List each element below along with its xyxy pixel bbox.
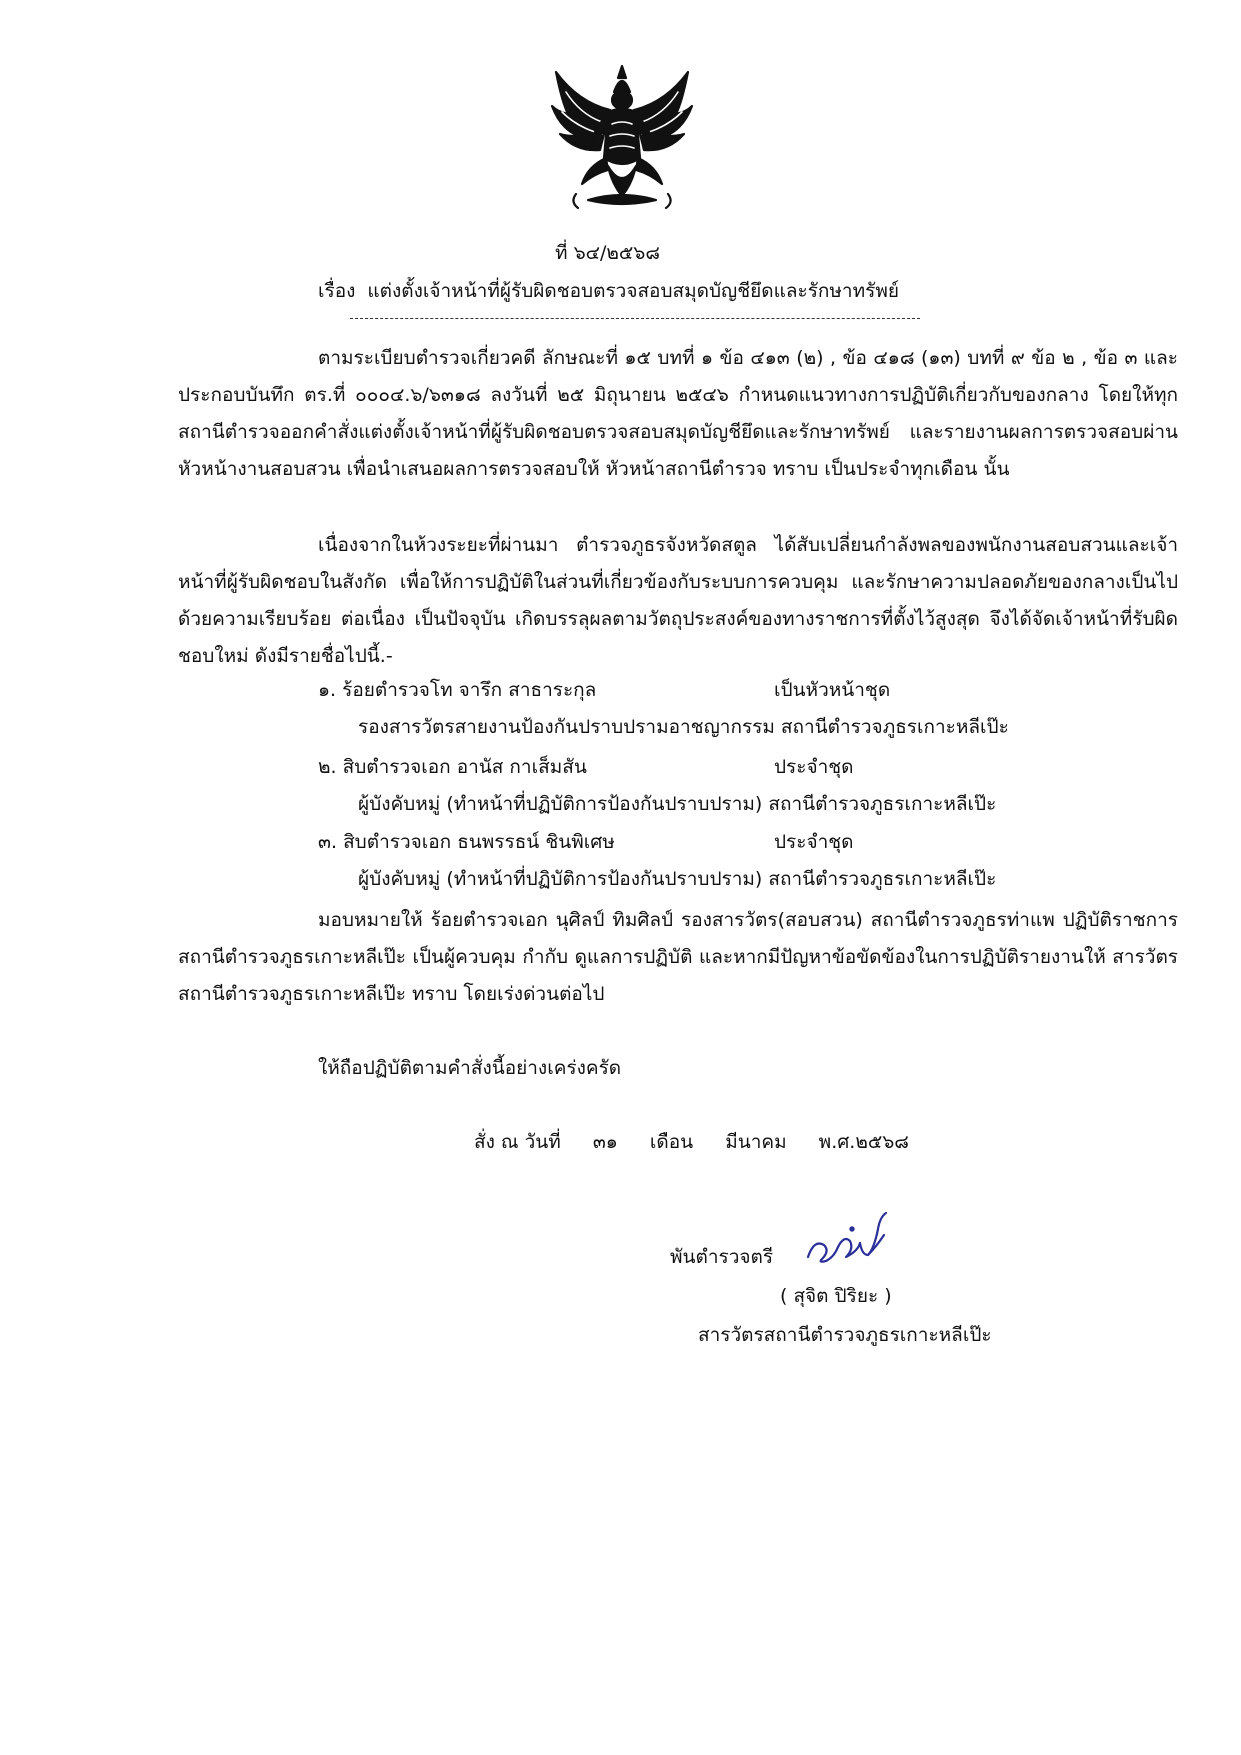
dateline-month: มีนาคม — [725, 1131, 787, 1153]
garuda-emblem-icon — [548, 62, 696, 212]
signatory-rank: พันตำรวจตรี — [670, 1246, 774, 1268]
subject-line — [318, 276, 899, 306]
dateline-day: ๓๑ — [592, 1131, 618, 1153]
appointee-3-role: ประจำชุด — [774, 831, 854, 853]
appointee-2-role: ประจำชุด — [774, 756, 854, 778]
appointee-1-position: รองสารวัตรสายงานป้องกันปราบปรามอาชญากรรม สถานีตำรวจภูธรเกาะหลีเป๊ะ — [358, 716, 1009, 738]
signatory-title: สารวัตรสถานีตำรวจภูธรเกาะหลีเป๊ะ — [698, 1324, 992, 1346]
divider-line — [350, 318, 920, 319]
appointee-1-role: เป็นหัวหน้าชุด — [774, 679, 891, 701]
appointee-2-position: ผู้บังคับหมู่ (ทำหน้าที่ปฏิบัติการป้องกันปราบปราม) สถานีตำรวจภูธรเกาะหลีเป๊ะ — [358, 793, 997, 815]
dateline — [474, 1127, 935, 1157]
paragraph-regulation: ตามระเบียบตำรวจเกี่ยวคดี ลักษณะที่ ๑๕ บทที่ ๑ ข้อ ๔๑๓ (๒) , ข้อ ๔๑๘ (๑๓) บทที่ ๙ ข้อ ๒ , ข้อ ๓ และประกอบบันทึก ตร.ที่ ๐๐๐๔.๖/๖๓๑๘ ลงวันที่ ๒๕ มิถุนายน ๒๕๔๖ กำหนดแนวทางการปฏิบัติเกี่ยวกับของกลาง โดยให้ทุกสถานีตำรวจออกคำสั่งแต่งตั้งเจ้าหน้าที่ผู้รับผิดชอบตรวจสอบสมุดบัญชียึดและรักษาทรัพย์ และรายงานผลการตรวจสอบผ่านหัวหน้างานสอบสวน เพื่อนำเสนอผลการตรวจสอบให้ หัวหน้าสถานีตำรวจ ทราบ เป็นประจำทุกเดือน นั้น — [178, 347, 1178, 480]
dateline-prefix: สั่ง ณ วันที่ — [474, 1131, 561, 1153]
signatory-name: ( สุจิต ปิริยะ ) — [780, 1285, 892, 1307]
subject-text: แต่งตั้งเจ้าหน้าที่ผู้รับผิดชอบตรวจสอบสมุดบัญชียึดและรักษาทรัพย์ — [367, 280, 899, 302]
appointee-3-position: ผู้บังคับหมู่ (ทำหน้าที่ปฏิบัติการป้องกันปราบปราม) สถานีตำรวจภูธรเกาะหลีเป๊ะ — [358, 868, 997, 890]
paragraph-reason: เนื่องจากในห้วงระยะที่ผ่านมา ตำรวจภูธรจังหวัดสตูล ได้สับเปลี่ยนกำลังพลของพนักงานสอบสวนและเจ้าหน้าที่ผู้รับผิดชอบในสังกัด เพื่อให้การปฏิบัติในส่วนที่เกี่ยวข้องกับระบบการควบคุม และรักษาความปลอดภัยของกลางเป็นไปด้วยความเรียบร้อย ต่อเนื่อง เป็นปัจจุบัน เกิดบรรลุผลตามวัตถุประสงค์ของทางราชการที่ตั้งไว้สูงสุด จึงได้จัดเจ้าหน้าที่รับผิดชอบใหม่ ดังมีรายชื่อไปนี้.- — [178, 534, 1178, 667]
appointee-1-name: ๑. ร้อยตำรวจโท จารึก สาธาระกุล — [318, 679, 597, 701]
dateline-month-label: เดือน — [649, 1131, 694, 1153]
order-number: ที่ ๖๔/๒๕๖๘ — [555, 242, 661, 264]
dateline-year: พ.ศ.๒๕๖๘ — [818, 1131, 909, 1153]
instruction-line: ให้ถือปฏิบัติตามคำสั่งนี้อย่างเคร่งครัด — [318, 1057, 622, 1079]
appointee-3-name: ๓. สิบตำรวจเอก ธนพรรธน์ ชินพิเศษ — [318, 831, 615, 853]
handwritten-signature-icon — [800, 1205, 900, 1275]
paragraph-assignment: มอบหมายให้ ร้อยตำรวจเอก นุศิลป์ ทิมศิลป์ รองสารวัตร(สอบสวน) สถานีตำรวจภูธรท่าแพ ปฏิบัติราชการ สถานีตำรวจภูธรเกาะหลีเป๊ะ เป็นผู้ควบคุม กำกับ ดูแลการปฏิบัติ และหากมีปัญหาข้อขัดข้องในการปฏิบัติรายงานให้ สารวัตรสถานีตำรวจภูธรเกาะหลีเป๊ะ ทราบ โดยเร่งด่วนต่อไป — [178, 909, 1178, 1005]
appointee-2-name: ๒. สิบตำรวจเอก อานัส กาเส็มสัน — [318, 756, 587, 778]
subject-label: เรื่อง — [318, 280, 356, 302]
